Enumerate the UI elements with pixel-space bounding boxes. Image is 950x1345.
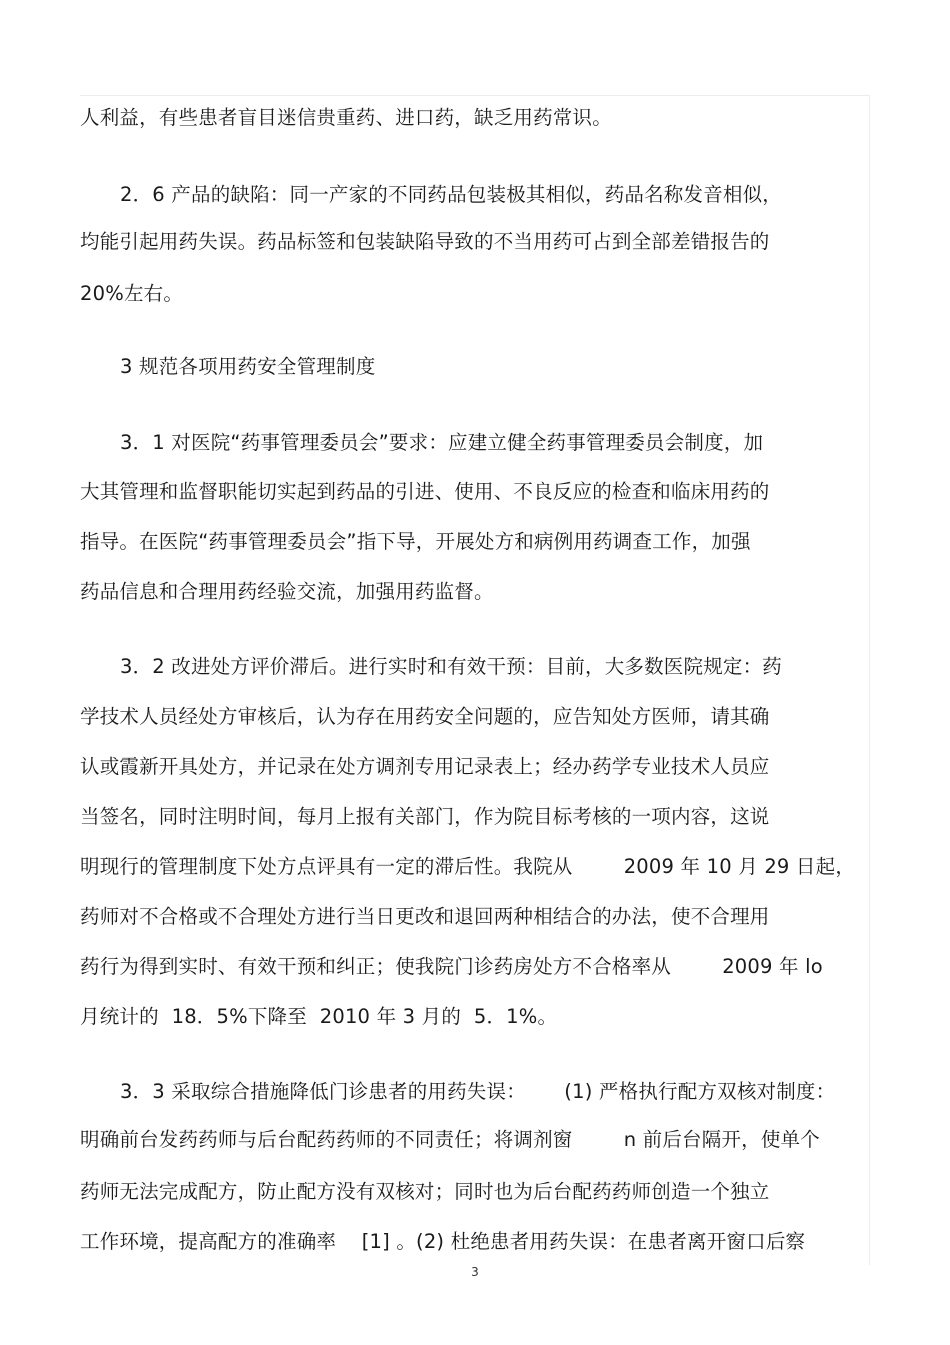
text-line: 3．3 采取综合措施降低门诊患者的用药失误： (1) 严格执行配方双核对制度： <box>120 1080 836 1103</box>
text-line: 20%左右。 <box>80 282 184 305</box>
page-number: 3 <box>471 1265 479 1279</box>
text-line: 工作环境，提高配方的准确率 [1] 。(2) 杜绝患者用药失误：在患者离开窗口后察 <box>80 1230 806 1253</box>
text-line: 3．2 改进处方评价滞后。进行实时和有效干预：目前，大多数医院规定：药 <box>120 655 783 678</box>
text-line: 药师对不合格或不合理处方进行当日更改和退回两种相结合的办法，使不合理用 <box>80 905 770 928</box>
text-line: 月统计的 18．5%下降至 2010 年 3 月的 5．1%。 <box>80 1005 558 1028</box>
page-border-top <box>80 95 870 96</box>
text-line: 2．6 产品的缺陷：同一产家的不同药品包装极其相似，药品名称发音相似， <box>120 183 783 206</box>
text-line: 人利益，有些患者盲目迷信贵重药、进口药，缺乏用药常识。 <box>80 106 612 129</box>
text-line: 认或霞新开具处方，并记录在处方调剂专用记录表上；经办药学专业技术人员应 <box>80 755 770 778</box>
text-line: 3．1 对医院“药事管理委员会”要求：应建立健全药事管理委员会制度，加 <box>120 431 764 454</box>
text-line: 明确前台发药药师与后台配药药师的不同责任；将调剂窗 n 前后台隔开，使单个 <box>80 1128 820 1151</box>
text-line: 药品信息和合理用药经验交流，加强用药监督。 <box>80 580 494 603</box>
text-line: 指导。在医院“药事管理委员会”指下导，开展处方和病例用药调查工作，加强 <box>80 530 751 553</box>
page-border-right <box>869 95 870 1265</box>
text-line: 药师无法完成配方，防止配方没有双核对；同时也为后台配药药师创造一个独立 <box>80 1180 770 1203</box>
section-heading: 3 规范各项用药安全管理制度 <box>120 355 376 378</box>
text-line: 明现行的管理制度下处方点评具有一定的滞后性。我院从 2009 年 10 月 29 日起， <box>80 855 856 878</box>
text-line: 学技术人员经处方审核后，认为存在用药安全问题的，应告知处方医师，请其确 <box>80 705 770 728</box>
text-line: 当签名，同时注明时间，每月上报有关部门，作为院目标考核的一项内容，这说 <box>80 805 770 828</box>
text-line: 大其管理和监督职能切实起到药品的引进、使用、不良反应的检查和临床用药的 <box>80 480 770 503</box>
text-line: 药行为得到实时、有效干预和纠正；使我院门诊药房处方不合格率从 2009 年 lo <box>80 955 823 978</box>
text-line: 均能引起用药失误。药品标签和包装缺陷导致的不当用药可占到全部差错报告的 <box>80 230 770 253</box>
